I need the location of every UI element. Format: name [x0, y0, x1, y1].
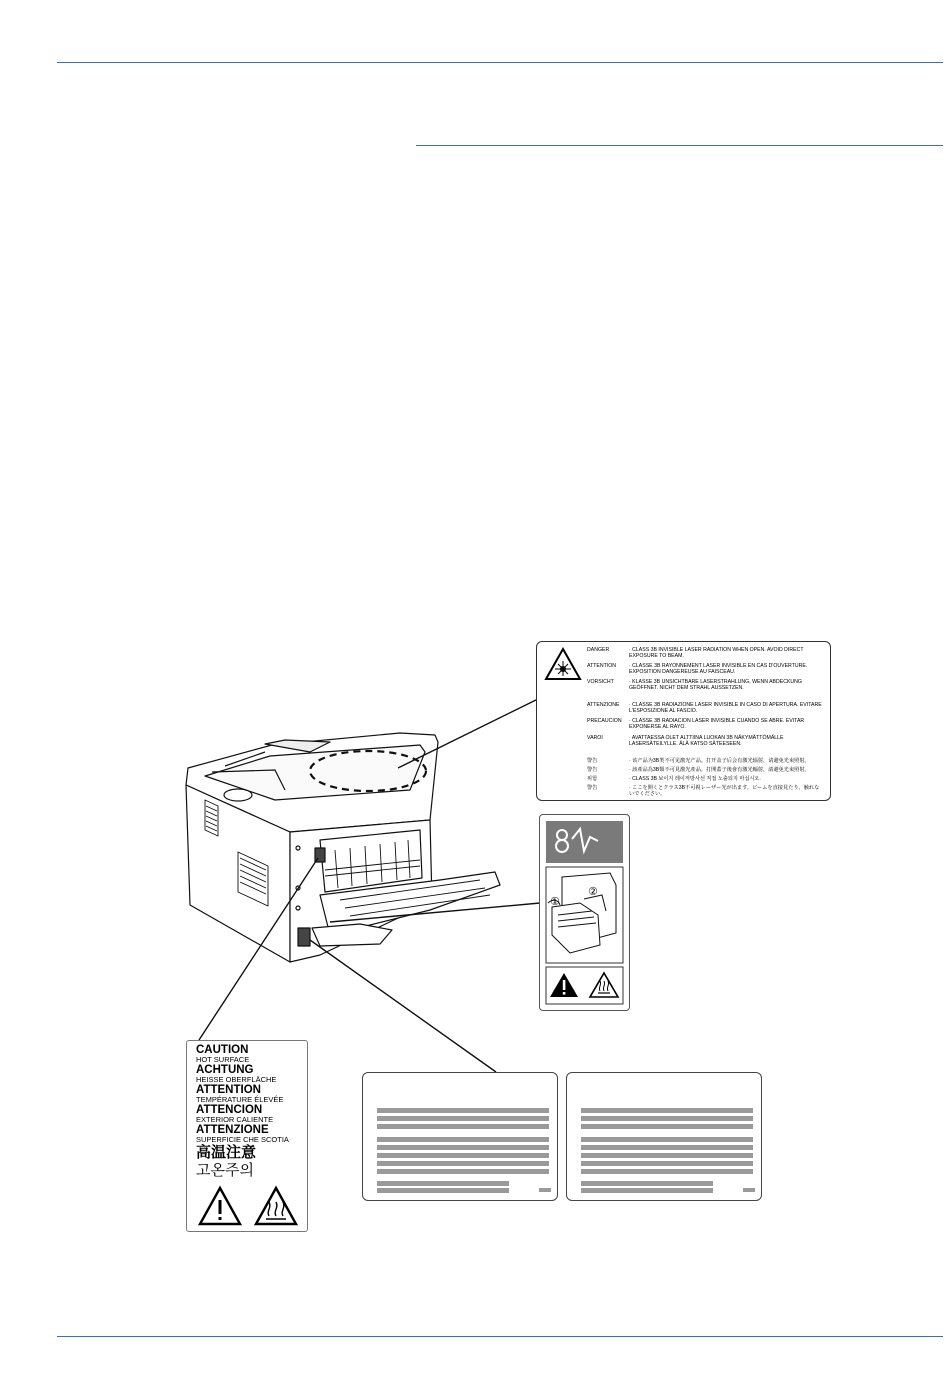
laser-row-msg: · KLASSE 3B UNSICHTBARE LASERSTRAHLUNG, WENN ABDECKUNG GEÖFFNET. NICHT DEM STRAHL AUSSETZEN.: [629, 679, 802, 691]
laser-row: [587, 767, 824, 773]
caution-subheading: SUPERFICIE CHE SCOTIA: [196, 1135, 289, 1144]
caution-heading: CAUTION: [196, 1044, 249, 1056]
laser-warning-label: [536, 641, 831, 801]
caution-heading: ACHTUNG: [196, 1064, 254, 1076]
caution-block: [196, 1125, 298, 1144]
laser-row-msg: · 该产品为3B类不可见激光产品。打开盖子后会有激光辐射，请避免光束照射。: [629, 758, 810, 764]
callout-1: ①: [550, 895, 560, 908]
caution-korean: 고온주의: [196, 1162, 254, 1179]
laser-row: [587, 776, 824, 782]
laser-row-lang: 警告: [587, 758, 598, 764]
rating-label-right: [566, 1072, 762, 1201]
laser-row-msg: · CLASSE 3B RAYONNEMENT LASER INVISIBLE EN CAS D'OUVERTURE. EXPOSITION DANGEREUSE AU FAISCEAU.: [629, 663, 808, 675]
laser-row: [587, 758, 824, 764]
hot-surface-icon: [256, 1188, 296, 1224]
callout-2: ②: [588, 885, 598, 898]
caution-block: [196, 1045, 298, 1064]
caution-heading: ATTENZIONE: [196, 1124, 269, 1136]
laser-row-msg: · AVATTAESSA OLET ALTTIINA LUOKAN 3B NÄKYMÄTTÖMÄLLE LASERSÄTEILYLLE. ÄLÄ KATSO SÄTEESEEN.: [629, 735, 784, 747]
caution-subheading: HOT SURFACE: [196, 1055, 250, 1064]
rating-label-text-blocks: [567, 1073, 761, 1200]
laser-row-lang: DANGER: [587, 647, 610, 653]
laser-row-lang: ATTENZIONE: [587, 702, 620, 708]
laser-row-lang: ATTENTION: [587, 663, 617, 669]
laser-row-lang: PRECAUCION: [587, 718, 622, 724]
caution-block: [196, 1105, 298, 1124]
laser-row: [587, 679, 824, 691]
caution-subheading: EXTERIOR CALIENTE: [196, 1115, 274, 1124]
laser-row: [587, 718, 824, 730]
caution-heading: ATTENTION: [196, 1084, 261, 1096]
laser-row-lang: 警告: [587, 785, 598, 791]
laser-row-lang: VAROI: [587, 735, 603, 741]
caution-heading: ATTENCION: [196, 1104, 263, 1116]
laser-row-msg: · CLASSE 3B RADIACION LASER INVISIBLE CUANDO SE ABRE. EVITAR EXPONERSE AL RAYO.: [629, 718, 805, 730]
laser-row: [587, 702, 824, 714]
laser-row-msg: · ここを開くとクラス3B不可視レーザー光が出ます。ビームを直接見たり、触れないでください。: [629, 785, 820, 797]
warning-triangle-icon: [200, 1188, 240, 1224]
hot-surface-caution-label: [186, 1040, 308, 1232]
rating-label-left: [362, 1072, 558, 1201]
caution-chinese: 高温注意: [196, 1144, 257, 1161]
laser-row-msg: · CLASS 3B 보이지 레이저방사선 직접 노출되지 마십시오.: [629, 776, 761, 782]
caution-subheading: TEMPÉRATURE ÉLEVÉE: [196, 1095, 284, 1104]
laser-row: [587, 735, 824, 747]
caution-block: [196, 1085, 298, 1104]
laser-row-msg: · 該產品為3B類不可見激光產品。打開蓋子後會有激光輻射，請避免光束照射。: [629, 767, 810, 773]
caution-subheading: HEISSE OBERFLÄCHE: [196, 1075, 277, 1084]
laser-radiation-icon: [544, 647, 582, 681]
laser-row-lang: 警告: [587, 767, 598, 773]
paper-jam-illustration: [540, 815, 629, 1010]
paper-jam-label: [539, 814, 630, 1011]
laser-row-msg: · CLASSE 3B RADIAZIONE LASER INVISIBLE IN CASO DI APERTURA. EVITARE L'ESPOSIZIONE AL FASCIO.: [629, 702, 822, 714]
laser-row-lang: 위험: [587, 776, 598, 782]
caution-icons: [196, 1184, 300, 1228]
caution-block: [196, 1065, 298, 1084]
laser-row-lang: VORSICHT: [587, 679, 614, 685]
laser-row-msg: · CLASS 3B INVISIBLE LASER RADIATION WHEN OPEN. AVOID DIRECT EXPOSURE TO BEAM.: [629, 647, 804, 659]
laser-row: [587, 647, 824, 659]
laser-row: [587, 785, 824, 797]
rating-label-text-blocks: [363, 1073, 557, 1200]
laser-row: [587, 663, 824, 675]
